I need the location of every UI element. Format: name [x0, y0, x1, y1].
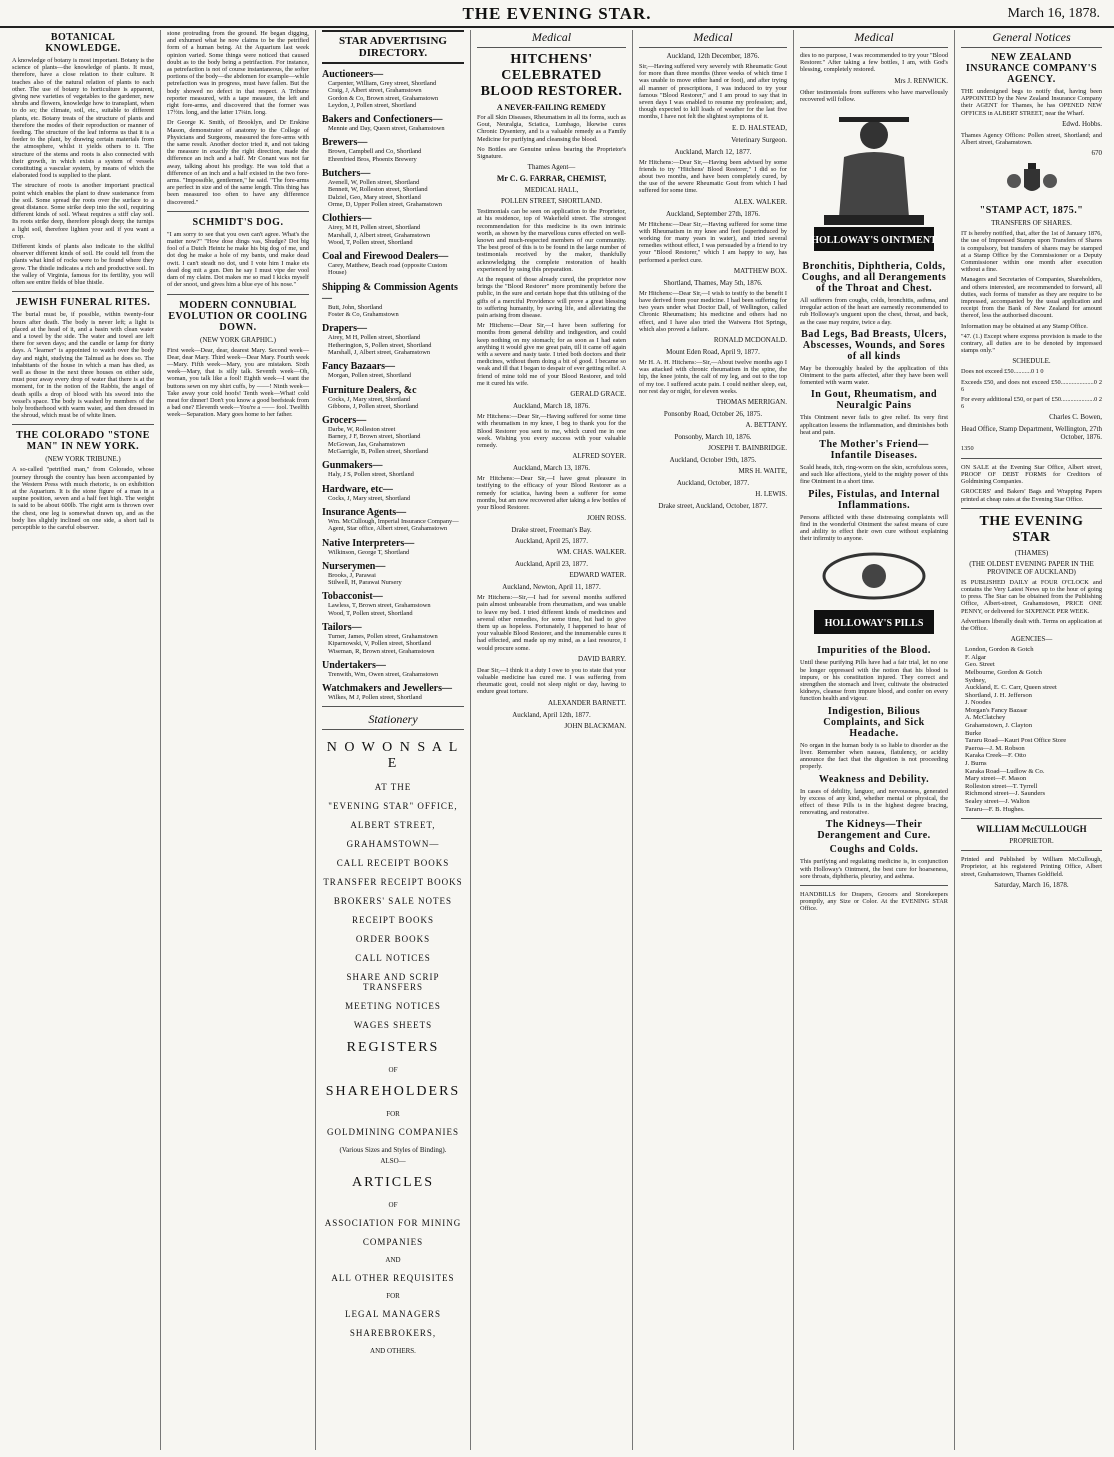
divider — [167, 211, 309, 212]
stationery-for2: FOR — [386, 1292, 400, 1301]
section-header: Medical — [477, 30, 626, 48]
stationery-item: RECEIPT BOOKS — [351, 915, 435, 926]
article-text: A knowledge of botany is most important. Botany is the science of plants—the knowledge of plants. It must, therefore, have a close relation to their culture. It teaches also of the natural relation of plants to each other. The use of botany to horticulture is apparent, giving new varieties of vegetables to the gardener, new shrubs and flowers, knowledge how to transplant, when to do so; the climate, soil, etc., suitable to different plants, etc. Botany treats of the structure of plants and therefore the modes of their reproduction or manner of feeding. The structure of the leaf informs us that it is a feeder to the plant, by drawing certain materials from the atmosphere, whilst it yields others to it. The structure of the stems and roots is also connected with their growth, in which exists a system of vessels constituting a vascular system, by means of which the elaborated food is supplied to the plant. — [12, 57, 154, 180]
ad-heading: Impurities of the Blood. — [817, 645, 931, 657]
agency-entry: Mary street—F. Mason — [965, 775, 1027, 783]
schedule-row: Does not exceed £50...........0 1 0 — [961, 368, 1044, 376]
notice-text: IT is hereby notified, that, after the 1st of January 1876, the use of Impressed Stamps upon Transfers of Shares is compulsory, but transfers of shares may be stamped at a Stamp Office by the Commissioner or a Deputy Commissioner within one month after execution without a fine. — [961, 230, 1102, 274]
divider — [961, 818, 1102, 819]
directory-entry: Trenwith, Wm, Owen street, Grahamstown — [328, 670, 439, 678]
article-text: First week—Dear, dear, dearest Mary. Second week—Dear, dear Mary. Third week—Dear Mary. Fourth week—Mary. Fifth week—Mary, you are mistaken. Sixth week—Mary, that is silly talk. Seventh week—Oh, woman, you talk like a fool! Eighth week—I want the buttons sewn on my shirt cuffs, by ——! Ninth week—Take away your cold hoofs! Tenth week—What! cold meat for dinner! Don't you know a good beefsteak from a bad one? Eleventh week—You're a —— fool. Twelfth week—Separation. Mary goes home to her father. — [167, 346, 309, 419]
directory-entry: Wood, T, Pollen street, Shortland — [328, 238, 413, 246]
ad-text: In cases of debility, languor, and nervousness, generated by excess of any kind, whether mental or physical, the effect of these Pills is in the highest degree bracing, renovating, and restorative. — [800, 787, 948, 817]
stationery-item: TRANSFER RECEIPT BOOKS — [323, 877, 463, 888]
directory-entry: Cocks, J, Mary street, Shortland — [328, 494, 411, 502]
paper-tagline: (THE OLDEST EVENING PAPER IN THE PROVINCE OF AUCKLAND) — [969, 559, 1094, 576]
stationery-shareholders: SHAREHOLDERS — [325, 1084, 461, 1100]
directory-category: Auctioneers— — [322, 69, 384, 80]
stationery-brokers: SHAREBROKERS, — [349, 1328, 437, 1339]
divider — [961, 508, 1102, 509]
directory-entry: Marshall, J, Albert street, Grahamstown — [328, 231, 431, 239]
testimonial: Mr Hitchens:—Sir,—I had for several months suffered pain almost unbearable from rheumatism, and was unable to leave my bed. I tried different kinds of medicines and several other remedies, for some time, but had to give them up as hopeless. Fortunately, I happened to hear of your valuable Blood Restorer, and the innumerable cures it had effected, and made up my mind, as a last resource, I would procure some. — [477, 594, 626, 652]
directory-category: Insurance Agents— — [322, 506, 407, 518]
testimonial: Sir,—Having suffered very severely with Rheumatic Gout for more than three months (three weeks of which time I was unable to move either hand or foot), and after trying all manner of prescriptions, I was induced to try your famous "Blood Restorer," and I am proud to say that in seven days I was enabled to resume my profession; and, though expected to kill loads of weather for the last five months, I have not felt the slightest symptoms of it. — [639, 63, 787, 121]
directory-entry: Darbe, W, Rolleston street — [328, 426, 396, 434]
directory-entry: Mennie and Day, Queen street, Grahamstown — [328, 125, 445, 133]
place-date: Auckland, April 25, 1877. — [514, 537, 589, 546]
headline: MODERN CONNUBIAL EVOLUTION OR COOLING DOWN. — [168, 299, 308, 333]
section-header: Medical — [639, 30, 787, 48]
source-note: (NEW YORK TRIBUNE.) — [45, 455, 121, 464]
stationery-item: MEETING NOTICES — [345, 1001, 441, 1012]
ad-text: Other testimonials from sufferers who have marvellously recovered will follow. — [800, 88, 948, 103]
agency-entry: Auckland, E. C. Carr, Queen street — [965, 684, 1057, 692]
agency-entry: Geo. Street — [965, 661, 995, 669]
directory-entry: Wiseman, R, Brown street, Grahamstown — [328, 647, 435, 655]
proprietor-title: PROPRIETOR. — [1009, 837, 1054, 846]
directory-entry: Kiparnowski, V, Pollen street, Shortland — [328, 640, 431, 648]
ad-text: Testimonials can be seen on application to the Proprietor, at his residence, top of Wakefield street. The strongest recommendation for this medicine is its own intrinsic worth, as shown by the marvellous cures effected on well-known and much-respected members of our community. The best proof of this is to be found in the large number of testimonials received by the maker, thankfully acknowledging the complete restoration of health experienced by using this preparation. — [477, 208, 626, 273]
agent-label: Thames Agent— — [527, 163, 576, 172]
directory-entry: Ehrenfried Bros, Phoenix Brewery — [328, 155, 417, 163]
section-header: Medical — [800, 30, 948, 48]
agency-entry: Melbourne, Gordon & Gotch — [965, 668, 1042, 676]
schedule-title: SCHEDULE. — [1012, 357, 1051, 366]
schedule-row: For every additional £50, or part of £50.....................0 2 6 — [961, 396, 1102, 411]
article-text: stone protruding from the ground. He began digging, and exhumed what he now claims to be the petrified form of a human being. At the Aquarium last week opinion varied. Some things were noticed that caused doubt as to the body being a petrifaction. For instance, as petrefaction is not of course instantaneous, the softer portions of the body—the abdomen for example—while petrefaction was in progress, must have fallen. But the body showed no defect in that respect. A Tribune reporter measured, with a tape measure, the left and right fore-arms, and discovered that the former was 17½in. long, and the latter 17¼in. long. — [167, 30, 309, 117]
ad-text: Persons afflicted with these distressing complaints will find in the wonderful Ointment the safest means of cure and ability to effect their own cure without explaining their infirmity to anyone. — [800, 513, 948, 543]
testimonial: Mr H. A. H. Hitchens:—Sir,—About twelve months ago I was attacked with chronic rheumatism in the spine, the hip, the knee joints, the calf of my leg, and out to the top of my toe. I suffered acute pain. I could neither sleep, eat, nor rest day or night, for eleven weeks. — [639, 359, 787, 395]
signature: EDWARD WATER. — [569, 571, 626, 580]
signature: E. D. HALSTEAD, — [731, 123, 787, 132]
place-date: Auckland, March 12, 1877. — [674, 147, 752, 156]
agency-entry: Burke — [965, 729, 982, 737]
column-3 — [316, 30, 471, 1450]
stationery-association: ASSOCIATION FOR MINING — [324, 1218, 462, 1229]
pills-emblem-icon — [809, 546, 939, 641]
ad-text: This purifying and regulating medicine is, in conjunction with Holloway's Ointment, the best cure for hoarseness, sore throats, diphtheria, pleurisy, and asthma. — [800, 858, 948, 880]
agency-entry: Sydney, — [965, 676, 987, 684]
divider — [12, 424, 154, 425]
stationery-list — [322, 740, 464, 1030]
directory-entry: Foster & Co, Grahamstown — [328, 311, 399, 319]
directory-entry: Lawless, T, Brown street, Grahamstown — [328, 602, 431, 610]
notice-text: "47. (1.) Except where express provision is made to the contrary, all duties are to be denoted by impressed stamps only." — [961, 332, 1102, 355]
stationery-item: CALL RECEIPT BOOKS — [336, 858, 450, 869]
agency-entry: London, Gordon & Gotch — [965, 646, 1034, 654]
place-date: Auckland, October, 1877. — [676, 479, 750, 488]
agency-entry: Richmond street—J. Saunders — [965, 790, 1046, 798]
agency-entry: Shortland, J. H. Jefferson — [965, 691, 1032, 699]
signature: ALEXANDER BARNETT. — [547, 698, 626, 707]
notice-number: 670 — [1091, 149, 1102, 158]
ad-text: Scald heads, itch, ring-worm on the skin, scrofulous sores, and such like affections, yield to the mighty power of this fine Ointment in a short time. — [800, 464, 948, 486]
ad-text: Until these purifying Pills have had a fair trial, let no one be longer oppressed with the notion that his blood is impure, or his constitution injured. They correct and strengthen the stomach and liver, cultivate the obstructed kidneys, cleanse from impure blood, and confer on every function health and vigour. — [800, 659, 948, 703]
ad-text: All sufferers from coughs, colds, bronchitis, asthma, and irregular action of the heart are earnestly recommended to rub Holloway's unguent upon the chest, throat, and back, as the case may require, twice a day. — [800, 297, 948, 326]
directory-entry: Gordon & Co, Brown street, Grahamstown — [328, 94, 439, 102]
place-date: Auckland, Newton, April 11, 1877. — [502, 583, 601, 592]
directory-category: Gunmakers— — [322, 460, 383, 472]
directory-category: Native Interpreters— — [322, 537, 415, 549]
signature-title: Veterinary Surgeon. — [731, 135, 787, 144]
stationery-item: SHARE AND SCRIP TRANSFERS — [346, 972, 440, 993]
proprietor-name: WILLIAM McCULLOUGH — [976, 824, 1087, 835]
directory-entry: Wilkes, M J, Pollen street, Shortland — [328, 694, 422, 702]
directory-entry: Cocks, J, Mary street, Shortland — [328, 395, 411, 403]
signature: GERALD GRACE. — [570, 390, 626, 399]
directory-category: Drapers— — [322, 323, 367, 335]
article-text: "I am sorry to see that you own can't agree. What's the matter now?" "How dose dings vas, Shudge? Dot big fool of a Dutch Heintz he make his big dog of me, und dot dog he make a hole of my bants, und make dead owit. I can't steadt no dot, und I vote him I make eis dead dog mit a gun. Den he say I must vipe der vool dam of my claim. Dot makes me so mad I kicks myself of der snoot, und gives him a blue eye of his nose." — [167, 230, 309, 289]
directory-category: Undertakers— — [322, 659, 386, 671]
agent-street: POLLEN STREET, SHORTLAND. — [501, 197, 602, 206]
ad-heading: Bronchitis, Diphtheria, Colds, Coughs, and all Derangements of the Throat and Chest. — [801, 261, 947, 295]
directory-category: Bakers and Confectioners— — [322, 114, 443, 126]
article-text: The burial must be, if possible, within twenty-four hours after death. The body is never left; a light is placed at the head of it, and a basin with clean water and a towel by the side. The water and towel are left there for seven days; and the candle or lamp for thirty days. A "learner" is appointed to watch over the body day and night, studying the Talmud as he does so. The inhabitants of the house in which a man has died, as well as those in the next three houses on either side, must pour away every drop of water that there is at the moment, for in the notion of the Rabbis, the angel of death spills a drop of blood with his sword into the vessel's space. The body is washed by members of the holy brotherhood with warm water, and then dressed in the shroud, which must be of white linen. — [12, 311, 154, 420]
stationery-and: AND — [385, 1256, 401, 1265]
divider — [800, 885, 948, 886]
agency-entry: F. Algar — [965, 653, 987, 661]
notice-text: Advertisers liberally dealt with. Terms on application at the Office. — [961, 617, 1102, 632]
agencies-list — [961, 646, 1102, 813]
directory-entry: Butt, John, Shortland — [328, 303, 383, 311]
ad-heading: Coughs and Colds. — [829, 844, 919, 856]
directory-category: Coal and Firewood Dealers— — [322, 251, 449, 263]
agency-entry: Morgan's Fancy Bazaar — [965, 706, 1028, 714]
directory-entry: Stilwell, H, Parawai Nursery — [328, 579, 402, 587]
signature: Mrs J. RENWICK. — [894, 76, 948, 85]
directory-entry: Craig, J, Albert street, Grahamstown — [328, 87, 422, 95]
ointment-banner: HOLLOWAY'S OINTMENT — [811, 235, 937, 247]
stationery-for: FOR — [386, 1110, 400, 1119]
signature: H. LEWIS. — [755, 490, 787, 499]
place-date: Ponsonby Road, October 26, 1875. — [663, 410, 763, 419]
stationery-item: "EVENING STAR" OFFICE, — [328, 801, 458, 812]
section-header: General Notices — [961, 30, 1102, 48]
notice-number: 1350 — [961, 445, 974, 453]
agency-entry: Rolleston street—T. Tyrrell — [965, 782, 1038, 790]
directory-entry: Hetherington, S, Pollen street, Shortland — [328, 341, 432, 349]
stationery-of2: OF — [388, 1201, 398, 1210]
notice-text: Information may be obtained at any Stamp Office. — [961, 322, 1088, 330]
signature: MRS H. WAITE, — [738, 467, 787, 476]
signature: JOHN BLACKMAN. — [564, 721, 626, 730]
stationery-articles: ARTICLES — [351, 1175, 435, 1191]
testimonial: Mr Hitchens:—Dear Sir,—I have great pleasure in testifying to the efficacy of your Blood Restorer as a remedy for sciatica, having been a sufferer for some months, but am now recovered after taking a few bottles of your Blood Restorer. — [477, 475, 626, 511]
stationery-legal: LEGAL MANAGERS — [345, 1309, 441, 1320]
ad-text: No Bottles are Genuine unless bearing the Proprietor's Signature. — [477, 145, 626, 161]
stationery-item: N O W O N S A L E — [326, 740, 460, 772]
notice-heading: NEW ZEALAND INSURANCE COMPANY'S AGENCY. — [965, 52, 1098, 85]
directory-category: Furniture Dealers, &c — [322, 384, 417, 396]
notice-text: Thames Agency Offices: Pollen street, Shortland; and Albert street, Grahamstown. — [961, 131, 1102, 147]
directory-category: Grocers— — [322, 415, 367, 427]
agency-entry: J. Burns — [965, 760, 987, 768]
place-date: Auckland, March 18, 1876. — [513, 402, 590, 411]
agency-entry: Tararu Road—Kauri Post Office Store — [965, 737, 1067, 745]
directory-entry: Haly, J S, Pollen street, Shortland — [328, 471, 414, 479]
coat-of-arms-icon — [1002, 161, 1062, 201]
ad-text: May be thoroughly healed by the application of this Ointment to the parts affected, after they have been well fomented with warm water. — [800, 364, 948, 387]
divider — [961, 458, 1102, 459]
article-text: Different kinds of plants also indicate to the skilful observer different kinds of soil. He could tell from the plants what kind of rocks were to be found where they grow. The thistle indicates a rich and productive soil. In the valley of Virginia, famous for its fertility, you will often see entire fields of blue thistle. — [12, 243, 154, 287]
directory-entry: Wm. McCullough, Imperial Insurance Company—Agent, Star office, Albert street, Grahamstown — [328, 517, 459, 533]
directory-entry: Marshall, J, Albert street, Grahamstown — [328, 348, 431, 356]
divider — [322, 706, 464, 707]
headline: SCHMIDT'S DOG. — [192, 216, 284, 228]
headline: THE COLORADO "STONE MAN" IN NEW YORK. — [16, 430, 150, 453]
directory-category: Nurserymen— — [322, 560, 386, 572]
stationery-item: GRAHAMSTOWN— — [346, 839, 440, 850]
handbills-ad: HANDBILLS for Drapers, Grocers and Storekeepers promptly, any Size or Color. At the EVENING STAR Office. — [800, 890, 948, 913]
directory-entry: Brown, Campbell and Co, Shortland — [328, 148, 422, 156]
schedule-row: Exceeds £50, and does not exceed £50.....................0 2 6 — [961, 378, 1102, 393]
stationery-item: AT THE — [374, 782, 412, 793]
place-date: Auckland, September 27th, 1876. — [665, 209, 761, 218]
imprint-date: Saturday, March 16, 1878. — [994, 880, 1069, 889]
directory-entry: Leydon, J, Pollen street, Shortland — [328, 101, 417, 109]
ad-title: HITCHENS' CELEBRATED BLOOD RESTORER. — [480, 52, 623, 99]
agent-hall: MEDICAL HALL, — [524, 186, 579, 195]
agency-entry: Karaka Creek—F. Otto — [965, 752, 1027, 760]
ad-heading: Piles, Fistulas, and Internal Inflammations. — [808, 488, 940, 511]
signature-office: Head Office, Stamp Department, Wellington, 27th October, 1876. — [961, 425, 1102, 442]
agency-entry: Tararu—F. B. Hughes. — [965, 805, 1025, 813]
directory-entry: Airey, M H, Pollen street, Shortland — [328, 224, 421, 232]
signature: MATTHEW BOX. — [733, 266, 787, 275]
agent-name: Mr C. G. FARRAR, CHEMIST, — [496, 174, 607, 184]
agency-entry: J. Noodes — [965, 699, 992, 707]
ad-heading: Indigestion, Bilious Complaints, and Sick Headache. — [823, 705, 925, 739]
agency-entry: A. McClatchey — [965, 714, 1006, 722]
agency-entry: Karaka Road—Ludlow & Co. — [965, 767, 1045, 775]
signature: WM. CHAS. WALKER. — [556, 548, 626, 557]
stationery-item: ORDER BOOKS — [355, 934, 431, 945]
pills-banner: HOLLOWAY'S PILLS — [824, 618, 924, 630]
directory-entry: McGarrigle, B, Pollen street, Shortland — [328, 448, 429, 456]
ad-text: For all Skin Diseases, Rheumatism in all its forms, such as Gout, Neuralgia, Sciatica, Lumbago, likewise cures Chronic Dysentery, and is a valuable remedy as a Family Medicine for purifying and cleansing the blood. — [477, 114, 626, 143]
place-date: Auckland, April 23, 1877. — [514, 560, 589, 569]
ad-heading: Weakness and Debility. — [818, 773, 930, 785]
directory-category: Shipping & Commission Agents— — [322, 281, 458, 304]
directory-category: Hardware, etc— — [322, 483, 393, 495]
stationery-item: ALBERT STREET, — [350, 820, 436, 831]
divider — [167, 294, 309, 295]
signature: Edwd. Hobbs. — [1062, 119, 1102, 128]
agencies-title: AGENCIES— — [1010, 635, 1053, 644]
paper-name: THE EVENING STAR — [979, 513, 1084, 545]
directory-entry: Carpenter, William, Grey street, Shortland — [328, 80, 437, 87]
stationery-goldmining: GOLDMINING COMPANIES — [327, 1127, 459, 1138]
place-date: Mount Eden Road, April 9, 1877. — [666, 348, 760, 357]
place-date: Auckland, October 19th, 1875. — [669, 456, 757, 465]
headline: BOTANICAL KNOWLEDGE. — [45, 32, 121, 54]
stationery-companies: COMPANIES — [362, 1237, 424, 1248]
stationery-item: CALL NOTICES — [355, 953, 431, 964]
signature: DAVID BARRY. — [578, 654, 626, 663]
directory-category: Butchers— — [322, 168, 371, 180]
testimonial: Mr Hitchens:—Dear Sir,—Having been advised by some friends to try "Hitchens' Blood Restorer," I did so for about two months, and have been completely cured, by the use of the severe Rheumatic Gout from which I had suffered for some time. — [639, 158, 787, 195]
notice-text: Managers and Secretaries of Companies, Shareholders, and others interested, are recommended to forward, all duties, such forms of transfer as they are require to be impressed, accompanied by the usual application and receipt from the Bank of New Zealand for amount thereof, less the authorised discount. — [961, 276, 1102, 320]
testimonial: Mr Hitchens:—Dear Sir,—Having suffered for some time with Rheumatism in my knee and feet (superinduced by working for many years in water), and tried several remedies without effect, I was persuaded by a friend to try your "Blood Restorer," which I am happy to say, has performed a perfect cure. — [639, 220, 787, 264]
agency-entry: Sealey street—J. Walton — [965, 798, 1030, 805]
stationery-binding: (Various Sizes and Styles of Binding). — [339, 1146, 447, 1155]
article-text: Dr George K. Smith, of Brooklyn, and Dr Erskine Mason, demonstrator of anatomy to the College of Physicians and Surgeons, measured the fore-arms with the same result. Another doctor tried it, and not taking the measure in exactly the right direction, made the difference an inch and a half. Mr Conant was not far away, talking about his prodigy. He was told that a difference of an inch and a half existed in the two fore-arms. "Impossible, gentlemen," he said. "The fore-arms are perfect in size and of the same length. This thing has been measured too often to have any difference discovered." — [167, 119, 309, 206]
stationery-item: BROKERS' SALE NOTES — [333, 896, 453, 907]
ad-heading: Bad Legs, Bad Breasts, Ulcers, Abscesses, Wounds, and Sores of all kinds — [801, 328, 947, 362]
testimonial: Mr Hitchens:—Dear Sir,—Having suffered for some time with rheumatism in my knee, I beg to thank you for the Blood Restorer you sent to me, which cured me in one week. Wishing you every success with your valuable remedy. — [477, 413, 626, 449]
column-4 — [471, 30, 633, 1450]
notice-heading: "STAMP ACT, 1875." — [979, 205, 1084, 217]
testimonial: Dear Sir,—I think it a duty I owe to you to state that your valuable medicine has cured me. I was suffering from rheumatic gout, could not sleep night or day, having to endure great torture. — [477, 666, 626, 696]
divider — [12, 291, 154, 292]
source-note: (NEW YORK GRAPHIC.) — [199, 335, 277, 344]
signature: JOSEPH T. BAINBRIDGE. — [708, 444, 787, 453]
testimonial: Mr Hitchens:—Dear Sir,—I have been suffering for months from general debility and indigestion, and could keep nothing on my stomach; for as soon as I had eaten anything it would give me great pain, till it came off again with a severe and nasty taste. I tried both doctors and their medicines, without them doing a bit of good. I became so weak and ill that I began to despair of ever getting relief. A friend of mine told me of your Blood Restorer, and told me it cured his wife. — [477, 322, 626, 387]
divider — [961, 850, 1102, 851]
stationery-requisites: ALL OTHER REQUISITES — [331, 1273, 455, 1284]
paper-place: (THAMES) — [1014, 548, 1049, 557]
stationery-of: OF — [388, 1066, 398, 1075]
column-7 — [955, 30, 1108, 1450]
directory-category: Fancy Bazaars— — [322, 361, 396, 373]
stationery-others: AND OTHERS. — [370, 1347, 416, 1356]
hygeia-emblem-icon — [809, 107, 939, 257]
stationery-also: ALSO— — [380, 1157, 406, 1166]
directory-category: Watchmakers and Jewellers— — [322, 683, 452, 695]
testimonial: dies to no purpose, I was recommended to try your "Blood Restorer." After taking a few bottles, I am, with God's blessing, completely restored. — [800, 52, 948, 74]
column-5 — [633, 30, 794, 1450]
agency-entry: Paeroa—J. M. Robson — [965, 744, 1025, 752]
place-date: Ponsonby, March 10, 1876. — [674, 433, 752, 442]
directory-entry: Wilkinson, George T, Shortland — [328, 548, 410, 556]
testimonial: Mr Hitchens:—Dear Sir,—I wish to testify to the benefit I have derived from your medicine. I had been suffering for two years under what Doctor Dall, of Wellington, called Chronic Rheumatism; his medicine and others had no effect, and I have also tried the Waiwera Hot Springs, which also proved a failure. — [639, 289, 787, 333]
signature: ALFRED SOYER. — [572, 452, 626, 461]
directory-entry: McGowan, Jas, Grahamstown — [328, 440, 406, 448]
place-date: Auckland, 12th December, 1876. — [666, 52, 760, 60]
directory-entry: Gibbons, J, Pollen street, Shortland — [328, 402, 419, 410]
signature: A. BETTANY. — [745, 421, 787, 430]
notice-subheading: TRANSFERS OF SHARES. — [991, 219, 1072, 228]
place-date: Auckland, April 12th, 1877. — [512, 710, 591, 719]
ad-heading: The Kidneys—Their Derangement and Cure. — [817, 819, 931, 842]
directory-entry: Airey, M H, Pollen street, Shortland — [328, 334, 421, 342]
masthead-date: March 16, 1878. — [1007, 6, 1100, 21]
ad-text: This Ointment never fails to give relief. Its very first application lessens the inflammation, and diminishes both heat and pain. — [800, 414, 948, 436]
signature: ALEX. WALKER. — [734, 197, 787, 206]
place-date: Drake street, Auckland, October, 1877. — [658, 502, 768, 511]
signature: Charles C. Bowen, — [1049, 413, 1102, 422]
stationery-item: WAGES SHEETS — [353, 1020, 433, 1031]
directory-category: Brewers— — [322, 137, 368, 149]
ad-tagline: A NEVER-FAILING REMEDY — [496, 103, 607, 112]
directory-entry: Bennett, W, Rolleston street, Shortland — [328, 186, 428, 194]
article-text: The structure of roots is another important practical point which enables the plant to draw sustenance from the soil. Some spread the roots over the surface to a great distance. Some strike deep into the soil, requiring different kinds of soil. Wheat requires a stiff clay soil. Its roots strike deep, therefore plough deep; the turnips a light soil, therefore lighten your soil if you want a crop. — [12, 182, 154, 240]
signature: RONALD MCDONALD. — [713, 336, 787, 345]
ad-heading: In Gout, Rheumatism, and Neuralgic Pains — [810, 389, 938, 412]
imprint: Printed and Published by William McCullough, Proprietor, at his registered Printing Office, Albert street, Grahamstown, Thames Goldfield. — [961, 856, 1102, 878]
ad-text: At the request of those already cured, the proprietor now brings the "Blood Restorer" more prominently before the public, in the sure and certain hope that this utilising of the gifts of a merciful Providence will prove a great blessing to suffering humanity, by saving life, and alleviating the pain arising from disease. — [477, 276, 626, 320]
directory-entry: Barney, J F, Brown street, Shortland — [328, 433, 421, 441]
ad-heading: The Mother's Friend—Infantile Diseases. — [819, 439, 929, 462]
directory-entry: Morgan, Pollen street, Shortland — [328, 372, 412, 380]
directory-title: STAR ADVERTISING DIRECTORY. — [322, 30, 464, 64]
place-date: Auckland, March 13, 1876. — [513, 464, 590, 473]
section-header: Stationery — [322, 712, 464, 730]
place-date: Shortland, Thames, May 5th, 1876. — [663, 278, 763, 287]
directory-category: Clothiers— — [322, 213, 372, 225]
directory-entry: Dalziel, Geo, Mary street, Shortland — [328, 193, 421, 201]
masthead-title: THE EVENING STAR. — [462, 4, 652, 23]
headline: JEWISH FUNERAL RITES. — [15, 297, 151, 309]
directory-category: Tobacconist— — [322, 591, 383, 603]
column-6 — [794, 30, 955, 1450]
directory-entry: Wood, T, Pollen street, Shortland — [328, 609, 413, 617]
ad-text: No organ in the human body is so liable to disorder as the liver. Remember when nausea, flatulency, or acidity announce the fact that the digestion is not proceeding properly. — [800, 741, 948, 771]
agency-entry: Grahamstown, J. Clayton — [965, 722, 1033, 730]
notice-text: GROCERS' and Bakers' Bags and Wrapping Papers printed at cheap rates at the Evening Star Office. — [961, 488, 1102, 503]
directory-entry: Carey, Matthew, Beach road (opposite Custom House) — [328, 262, 448, 277]
directory-category: Tailors— — [322, 621, 362, 633]
article-text: A so-called "petrified man," from Colorado, whose journey through the country has been accompanied by the Western Press with much rhetoric, is on exhibition at the Aquarium. It is the stone figure of a man in a supine position, seven and a half feet high. The weight is said to be about 600lb. The right arm is thrown over the chest, one leg is somewhat drawn up, and as the body lies slightly inclined on one side, a short tail is perceptible to the careful observer. — [12, 466, 154, 531]
place-date: Drake street, Freeman's Bay. — [511, 526, 592, 535]
column-1 — [6, 30, 161, 1450]
column-2 — [161, 30, 316, 1450]
notice-text: ON SALE at the Evening Star Office, Albert street, PROOF OF DEBT FORMS for Creditors of Goldmining Companies. — [961, 463, 1102, 486]
directory-entry: Turner, James, Pollen street, Grahamstown — [328, 632, 438, 640]
signature: JOHN ROSS. — [587, 514, 626, 523]
directory-entry: Brooks, J, Parawai — [328, 571, 376, 579]
directory-entry: Orme, D, Upper Pollen street, Grahamstown — [328, 200, 442, 208]
directory-entry: Avenell, W, Pollen street, Shortland — [328, 179, 420, 187]
stationery-registers: REGISTERS — [346, 1040, 440, 1056]
signature: THOMAS MERRIGAN. — [716, 398, 787, 407]
notice-text: IS PUBLISHED DAILY at FOUR O'CLOCK and contains the Very Latest News up to the hour of going to press. The Star can be obtained from the Publishing Office, Albert-street, Grahamstown, PRICE ONE PENNY, or delivered for SIXPENCE PER WEEK. — [961, 578, 1102, 615]
notice-text: THE undersigned begs to notify that, having been APPOINTED by the New Zealand Insurance Company their AGENT for Thames, he has OPENED NEW OFFICES in ALBERT STREET, near the Wharf. — [961, 88, 1102, 117]
masthead — [0, 0, 1114, 28]
directory-list — [322, 69, 464, 701]
